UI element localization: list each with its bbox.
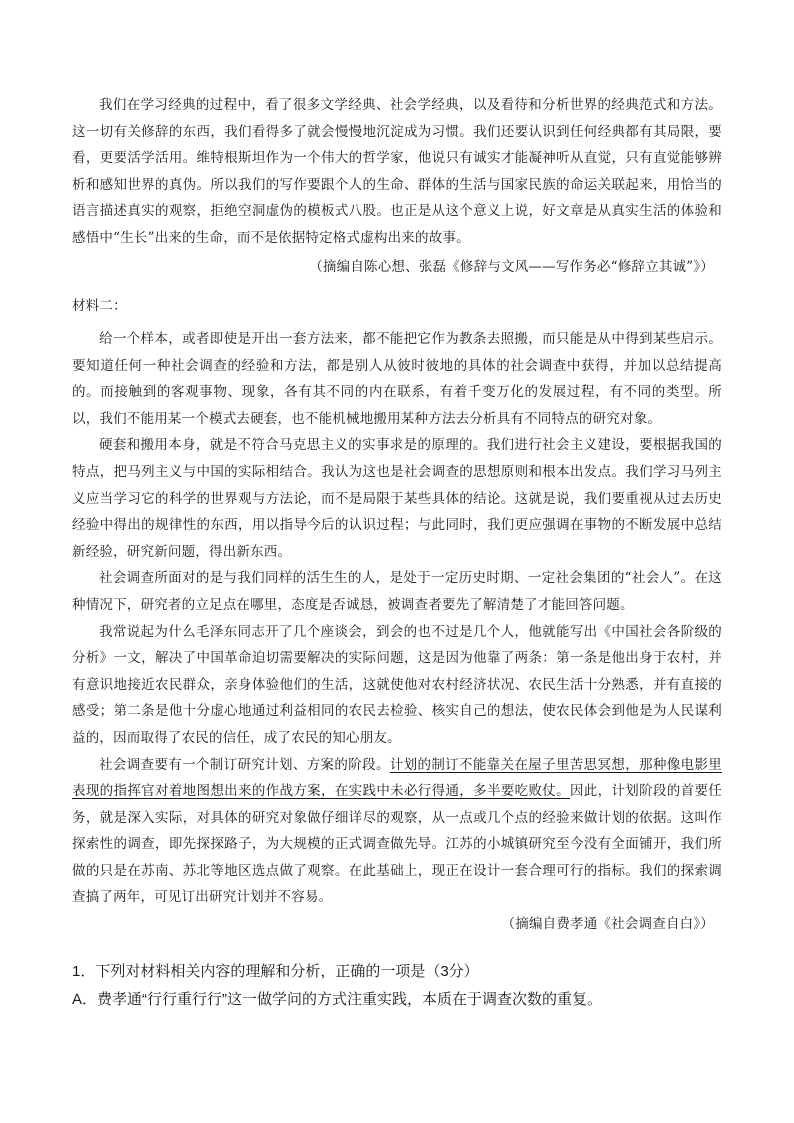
p5-underlined-text: 计划的制订不能靠关在屋子里苦思冥想，那种像电影里表现的指挥官对着地图想出来的作战方案，在实践中未必行得通，多半要吃败仗。 [72,756,722,800]
material2-paragraph-4: 我常说起为什么毛泽东同志开了几个座谈会，到会的也不过是几个人，他就能写出《中国社会各阶级的分析》一文，解决了中国革命迫切需要解决的实际问题，这是因为他靠了两条：第一条是他出身于农村，并有意识地接近农民群众，亲身体验他们的生活，这就使他对农村经济状况、农民生活十分熟悉，并有直接的感受；第二条是他十分虚心地通过利益相同的农民去检验、核实自己的想法，使农民体会到他是为人民谋利益的，因而取得了农民的信任，成了农民的知心朋友。 [72,623,722,746]
material1-source: （摘编自陈心想、张磊《修辞与文风——写作务必“修辞立其诚”》） [309,258,714,275]
p5-text-before: 社会调查要有一个制订研究计划、方案的阶段。 [99,756,390,773]
material2-paragraph-5 [72,752,722,912]
question-option-a: A．费孝通“行行重行行”这一做学问的方式注重实践，本质在于调查次数的重复。 [72,991,602,1008]
p5-text-after: 因此，计划阶段的首要任务，就是深入实际，对具体的研究对象做仔细详尽的观察，从一点或几个点的经验来做计划的依据。这叫作探索性的调查，即先探探路子，为大规模的正式调查做先导。江苏的小城镇研究至今没有全面铺开，我们所做的只是在苏南、苏北等地区选点做了观察。在此基础上，现正在设计一套合理可行的指标。我们的探索调查搞了两年，可见订出研究计划并不容易。 [72,783,722,906]
material2-paragraph-2: 硬套和搬用本身，就是不符合马克思主义的实事求是的原理的。我们进行社会主义建设，要根据我国的特点，把马列主义与中国的实际相结合。我认为这也是社会调查的思想原则和根本出发点。我们学习马列主义应当学习它的科学的世界观与方法论，而不是局限于某些具体的结论。这就是说，我们要重视从过去历史经验中得出的规律性的东西，用以指导今后的认识过程；与此同时，我们更应强调在事物的不断发展中总结新经验，研究新问题，得出新东西。 [72,437,722,560]
material2-paragraph-1: 给一个样本，或者即使是开出一套方法来，都不能把它作为教条去照搬，而只能是从中得到某些启示。要知道任何一种社会调查的经验和方法，都是别人从彼时彼地的具体的社会调查中获得，并加以总结提高的。而接触到的客观事物、现象，各有其不同的内在联系，有着千变万化的发展过程，有不同的类型。所以，我们不能用某一个模式去硬套，也不能机械地搬用某种方法去分析具有不同特点的研究对象。 [72,331,722,427]
material2-source: （摘编自费孝通《社会调查自白》） [501,916,714,933]
material2-block [72,326,722,938]
material2-heading: 材料二： [72,298,127,314]
material1-block [72,92,722,280]
material1-paragraph: 我们在学习经典的过程中，看了很多文学经典、社会学经典，以及看待和分析世界的经典范式和方法。这一切有关修辞的东西，我们看得多了就会慢慢地沉淀成为习惯。我们还要认识到任何经典都有其局限，要看，更要活学活用。维特根斯坦作为一个伟大的哲学家，他说只有诚实才能凝神听从直觉，只有直觉能够辨析和感知世界的真伪。所以我们的写作要跟个人的生命、群体的生活与国家民族的命运关联起来，用恰当的语言描述真实的观察，拒绝空洞虚伪的模板式八股。也正是从这个意义上说，好文章是从真实生活的体验和感悟中“生长”出来的生命，而不是依据特定格式虚构出来的故事。 [72,97,722,246]
question-stem: 1．下列对材料相关内容的理解和分析，正确的一项是（3分） [72,963,479,980]
material2-paragraph-3: 社会调查所面对的是与我们同样的活生生的人，是处于一定历史时期、一定社会集团的“社会人”。在这种情况下，研究者的立足点在哪里，态度是否诚恳，被调查者要先了解清楚了才能回答问题。 [72,570,722,613]
